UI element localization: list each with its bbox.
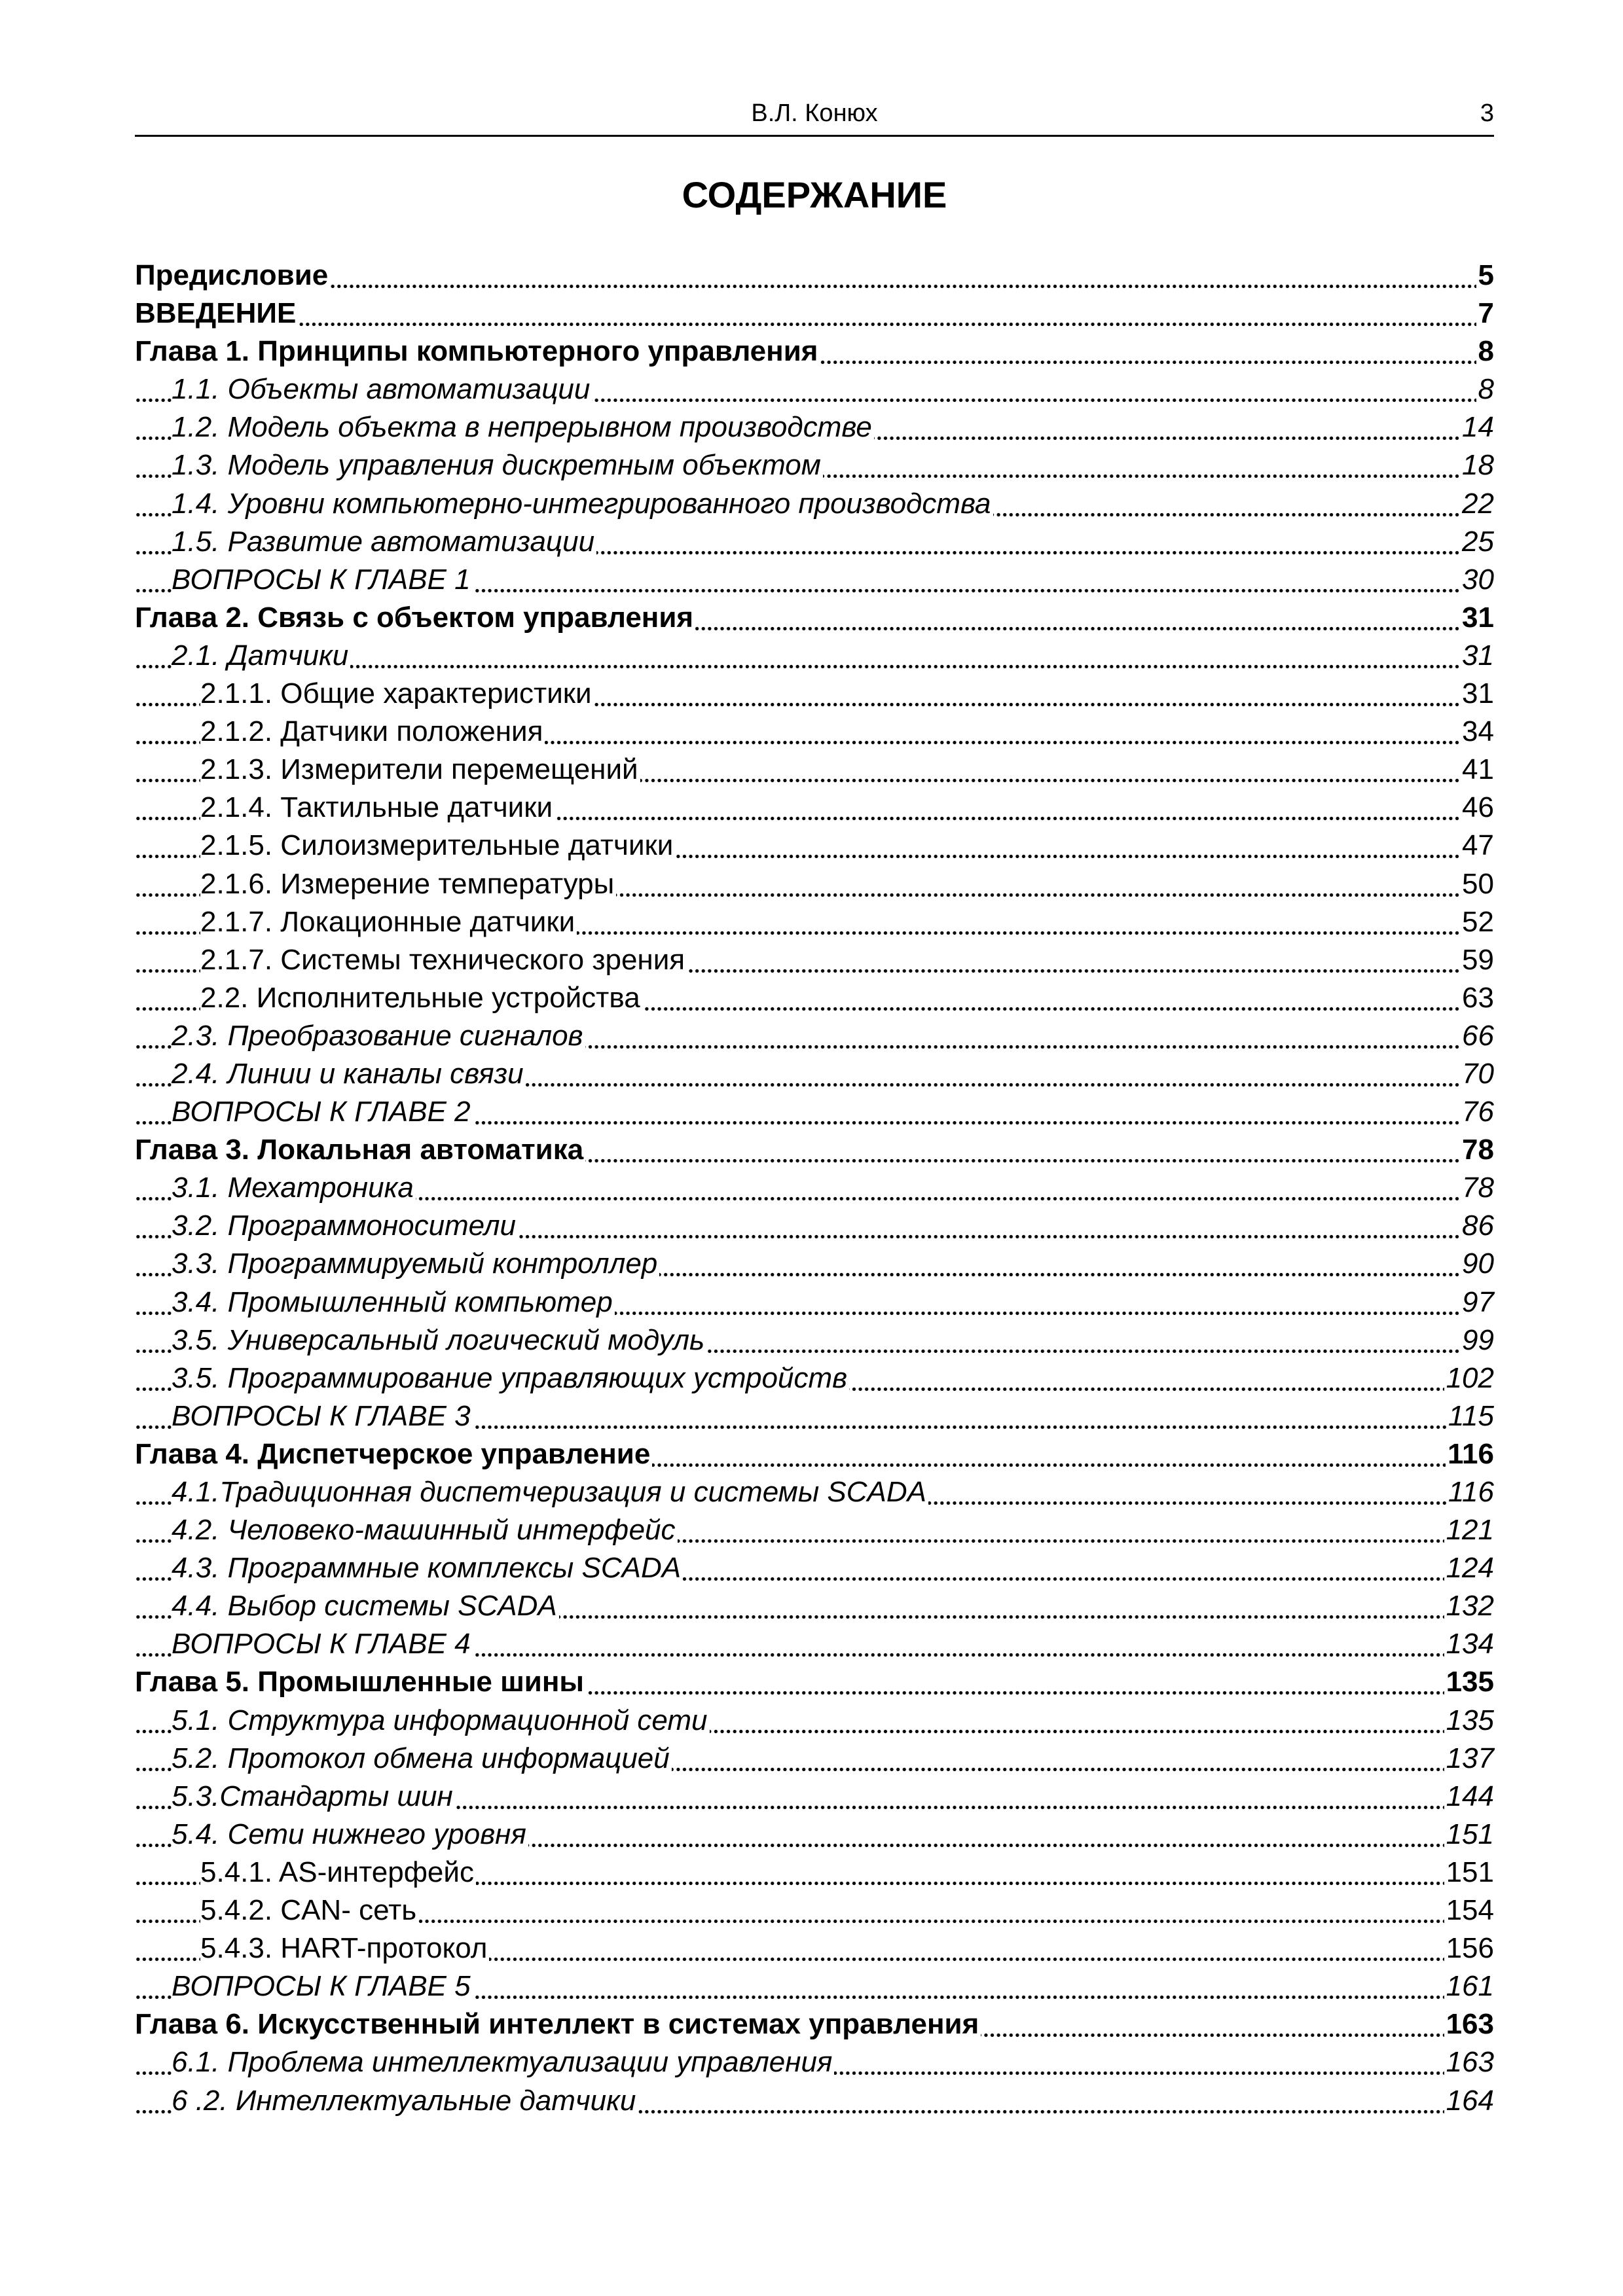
toc-entry-page: 124 (1444, 1549, 1494, 1587)
toc-entry-page: 121 (1444, 1511, 1494, 1549)
toc-entry[interactable] (135, 1473, 1494, 1511)
toc-entry-title: 1.3. Модель управления дискретным объектом (172, 446, 823, 484)
toc-entry-page: 25 (1460, 523, 1494, 561)
toc-entry[interactable] (135, 1093, 1494, 1131)
toc-entry-title: ВОПРОСЫ К ГЛАВЕ 1 (172, 561, 473, 599)
toc-entry-page: 116 (1446, 1473, 1494, 1511)
toc-entry-page: 7 (1476, 295, 1494, 332)
toc-entry-page: 156 (1444, 1929, 1494, 1967)
toc-entry-page: 151 (1444, 1854, 1494, 1892)
toc-entry-page: 59 (1460, 941, 1494, 979)
toc-entry[interactable] (135, 941, 1494, 979)
toc-entry-title: 2.1. Датчики (172, 637, 350, 675)
toc-entry-title: Предисловие (135, 257, 330, 295)
toc-entry-title: 2.2. Исполнительные устройства (200, 979, 642, 1017)
toc-entry-title: 4.2. Человеко-машинный интерфейс (172, 1511, 678, 1549)
toc-entry-title: 3.4. Промышленный компьютер (172, 1283, 615, 1321)
toc-entry[interactable] (135, 1397, 1494, 1435)
toc-entry[interactable] (135, 1131, 1494, 1169)
toc-entry[interactable] (135, 2005, 1494, 2043)
toc-entry-page: 99 (1460, 1321, 1494, 1359)
toc-entry-title: 1.4. Уровни компьютерно-интегрированного производства (172, 485, 993, 523)
toc-entry[interactable] (135, 1740, 1494, 1778)
toc-entry-title: Глава 4. Диспетчерское управление (135, 1435, 652, 1473)
toc-entry-title: 2.1.1. Общие характеристики (200, 675, 594, 713)
toc-entry-title: 5.4.2. CAN- сеть (200, 1892, 418, 1929)
toc-entry[interactable] (135, 446, 1494, 484)
toc-entry-title: ВОПРОСЫ К ГЛАВЕ 2 (172, 1093, 473, 1131)
toc-entry[interactable] (135, 1511, 1494, 1549)
toc-entry[interactable] (135, 370, 1494, 408)
toc-entry-title: 3.5. Программирование управляющих устройств (172, 1359, 849, 1397)
toc-entry-title: 5.1. Структура информационной сети (172, 1702, 710, 1740)
toc-entry-title: Глава 2. Связь с объектом управления (135, 599, 695, 637)
toc-entry-title: Глава 1. Принципы компьютерного управления (135, 332, 820, 370)
toc-entry-title: 5.2. Протокол обмена информацией (172, 1740, 672, 1778)
toc-entry-page: 47 (1460, 827, 1494, 865)
toc-entry-title: 1.1. Объекты автоматизации (172, 370, 592, 408)
table-of-contents (135, 257, 1494, 2120)
toc-entry[interactable] (135, 751, 1494, 789)
toc-entry[interactable] (135, 1587, 1494, 1625)
toc-entry[interactable] (135, 827, 1494, 865)
toc-entry-title: 3.3. Программируемый контроллер (172, 1245, 659, 1283)
toc-entry[interactable] (135, 713, 1494, 751)
toc-entry-title: 1.5. Развитие автоматизации (172, 523, 596, 561)
toc-entry-title: 4.4. Выбор системы SCADA (172, 1587, 559, 1625)
toc-entry-page: 76 (1460, 1093, 1494, 1131)
toc-entry-title: 2.1.3. Измерители перемещений (200, 751, 640, 789)
toc-entry-page: 70 (1460, 1055, 1494, 1093)
toc-entry[interactable] (135, 295, 1494, 332)
toc-entry-title: 5.4.1. AS-интерфейс (200, 1854, 476, 1892)
running-header (135, 97, 1494, 137)
toc-entry[interactable] (135, 408, 1494, 446)
toc-entry-page: 41 (1460, 751, 1494, 789)
header-page-number: 3 (1480, 99, 1494, 127)
toc-entry[interactable] (135, 1778, 1494, 1816)
toc-entry-page: 144 (1444, 1778, 1494, 1816)
toc-entry-page: 66 (1460, 1017, 1494, 1055)
toc-entry-page: 22 (1460, 485, 1494, 523)
toc-entry-title: 2.1.2. Датчики положения (200, 713, 545, 751)
toc-entry-page: 135 (1444, 1663, 1494, 1701)
toc-entry[interactable] (135, 789, 1494, 827)
toc-entry-page: 137 (1444, 1740, 1494, 1778)
toc-entry-title: 1.2. Модель объекта в непрерывном производстве (172, 408, 874, 446)
toc-entry[interactable] (135, 1245, 1494, 1283)
toc-entry-title: 3.1. Мехатроника (172, 1169, 416, 1207)
toc-entry[interactable] (135, 1055, 1494, 1093)
toc-entry-page: 31 (1460, 599, 1494, 637)
toc-entry-page: 46 (1460, 789, 1494, 827)
toc-entry-title: Глава 5. Промышленные шины (135, 1663, 586, 1701)
toc-entry[interactable] (135, 1549, 1494, 1587)
toc-entry-title: 5.4.3. HART-протокол (200, 1929, 489, 1967)
toc-entry[interactable] (135, 1321, 1494, 1359)
toc-entry[interactable] (135, 1625, 1494, 1663)
toc-entry-page: 102 (1444, 1359, 1494, 1397)
toc-entry-title: 2.3. Преобразование сигналов (172, 1017, 585, 1055)
toc-entry-title: 5.4. Сети нижнего уровня (172, 1816, 528, 1854)
toc-entry-page: 63 (1460, 979, 1494, 1017)
toc-entry[interactable] (135, 485, 1494, 523)
toc-entry-page: 161 (1444, 1967, 1494, 2005)
toc-entry[interactable] (135, 599, 1494, 637)
toc-entry-page: 8 (1476, 332, 1494, 370)
toc-entry-page: 154 (1444, 1892, 1494, 1929)
toc-entry[interactable] (135, 1702, 1494, 1740)
toc-entry[interactable] (135, 1359, 1494, 1397)
toc-entry-page: 116 (1446, 1435, 1494, 1473)
toc-entry[interactable] (135, 1892, 1494, 1929)
header-author: В.Л. Конюх (751, 99, 878, 127)
toc-entry-title: Глава 6. Искусственный интеллект в системах управления (135, 2005, 981, 2043)
toc-entry-title: 4.3. Программные комплексы SCADA (172, 1549, 683, 1587)
toc-entry-page: 8 (1476, 370, 1494, 408)
toc-entry-title: 3.2. Программоносители (172, 1207, 518, 1245)
toc-entry-page: 163 (1444, 2043, 1494, 2081)
toc-entry-title: Глава 3. Локальная автоматика (135, 1131, 585, 1169)
toc-entry-title: 6.1. Проблема интеллектуализации управления (172, 2043, 834, 2081)
toc-entry[interactable] (135, 2082, 1494, 2120)
toc-entry-title: 3.5. Универсальный логический модуль (172, 1321, 706, 1359)
toc-entry[interactable] (135, 1017, 1494, 1055)
toc-entry-page: 135 (1444, 1702, 1494, 1740)
toc-entry[interactable] (135, 1854, 1494, 1892)
toc-entry[interactable] (135, 1663, 1494, 1701)
toc-entry-page: 164 (1444, 2082, 1494, 2120)
toc-entry[interactable] (135, 332, 1494, 370)
toc-entry-page: 5 (1476, 257, 1494, 295)
toc-entry[interactable] (135, 257, 1494, 295)
toc-entry-title: ВВЕДЕНИЕ (135, 295, 298, 332)
toc-entry-title: 2.1.7. Локационные датчики (200, 903, 577, 941)
toc-entry-page: 50 (1460, 865, 1494, 903)
toc-entry-page: 34 (1460, 713, 1494, 751)
toc-entry-title: 5.3.Стандарты шин (172, 1778, 455, 1816)
toc-entry[interactable] (135, 561, 1494, 599)
toc-entry[interactable] (135, 1435, 1494, 1473)
toc-entry[interactable] (135, 979, 1494, 1017)
toc-entry-page: 78 (1460, 1131, 1494, 1169)
toc-entry[interactable] (135, 1816, 1494, 1854)
toc-entry-title: ВОПРОСЫ К ГЛАВЕ 5 (172, 1967, 473, 2005)
toc-entry-page: 132 (1444, 1587, 1494, 1625)
toc-entry-page: 151 (1444, 1816, 1494, 1854)
page-title: СОДЕРЖАНИЕ (682, 174, 947, 215)
toc-entry-page: 115 (1446, 1397, 1494, 1435)
toc-entry-title: ВОПРОСЫ К ГЛАВЕ 3 (172, 1397, 473, 1435)
toc-entry-page: 78 (1460, 1169, 1494, 1207)
toc-entry-page: 52 (1460, 903, 1494, 941)
toc-entry-title: 2.1.6. Измерение температуры (200, 865, 616, 903)
toc-entry-page: 90 (1460, 1245, 1494, 1283)
toc-entry-page: 97 (1460, 1283, 1494, 1321)
toc-entry[interactable] (135, 1967, 1494, 2005)
toc-entry[interactable] (135, 2043, 1494, 2081)
toc-entry-title: 6 .2. Интеллектуальные датчики (172, 2082, 638, 2120)
toc-entry[interactable] (135, 903, 1494, 941)
toc-entry-page: 31 (1460, 637, 1494, 675)
toc-entry-title: ВОПРОСЫ К ГЛАВЕ 4 (172, 1625, 473, 1663)
toc-entry[interactable] (135, 1283, 1494, 1321)
toc-entry-page: 18 (1460, 446, 1494, 484)
toc-entry[interactable] (135, 523, 1494, 561)
toc-entry-page: 163 (1444, 2005, 1494, 2043)
toc-entry-title: 2.1.5. Силоизмерительные датчики (200, 827, 675, 865)
toc-entry-title: 2.1.7. Системы технического зрения (200, 941, 687, 979)
toc-entry-page: 86 (1460, 1207, 1494, 1245)
toc-entry-title: 4.1.Традиционная диспетчеризация и системы SCADA (172, 1473, 928, 1511)
toc-entry[interactable] (135, 1169, 1494, 1207)
toc-entry-page: 134 (1444, 1625, 1494, 1663)
toc-entry-page: 30 (1460, 561, 1494, 599)
toc-entry-page: 14 (1460, 408, 1494, 446)
toc-entry[interactable] (135, 637, 1494, 675)
toc-entry[interactable] (135, 675, 1494, 713)
toc-entry[interactable] (135, 865, 1494, 903)
toc-entry-title: 2.4. Линии и каналы связи (172, 1055, 526, 1093)
toc-entry-page: 31 (1460, 675, 1494, 713)
toc-entry[interactable] (135, 1207, 1494, 1245)
toc-entry[interactable] (135, 1929, 1494, 1967)
toc-entry-title: 2.1.4. Тактильные датчики (200, 789, 555, 827)
